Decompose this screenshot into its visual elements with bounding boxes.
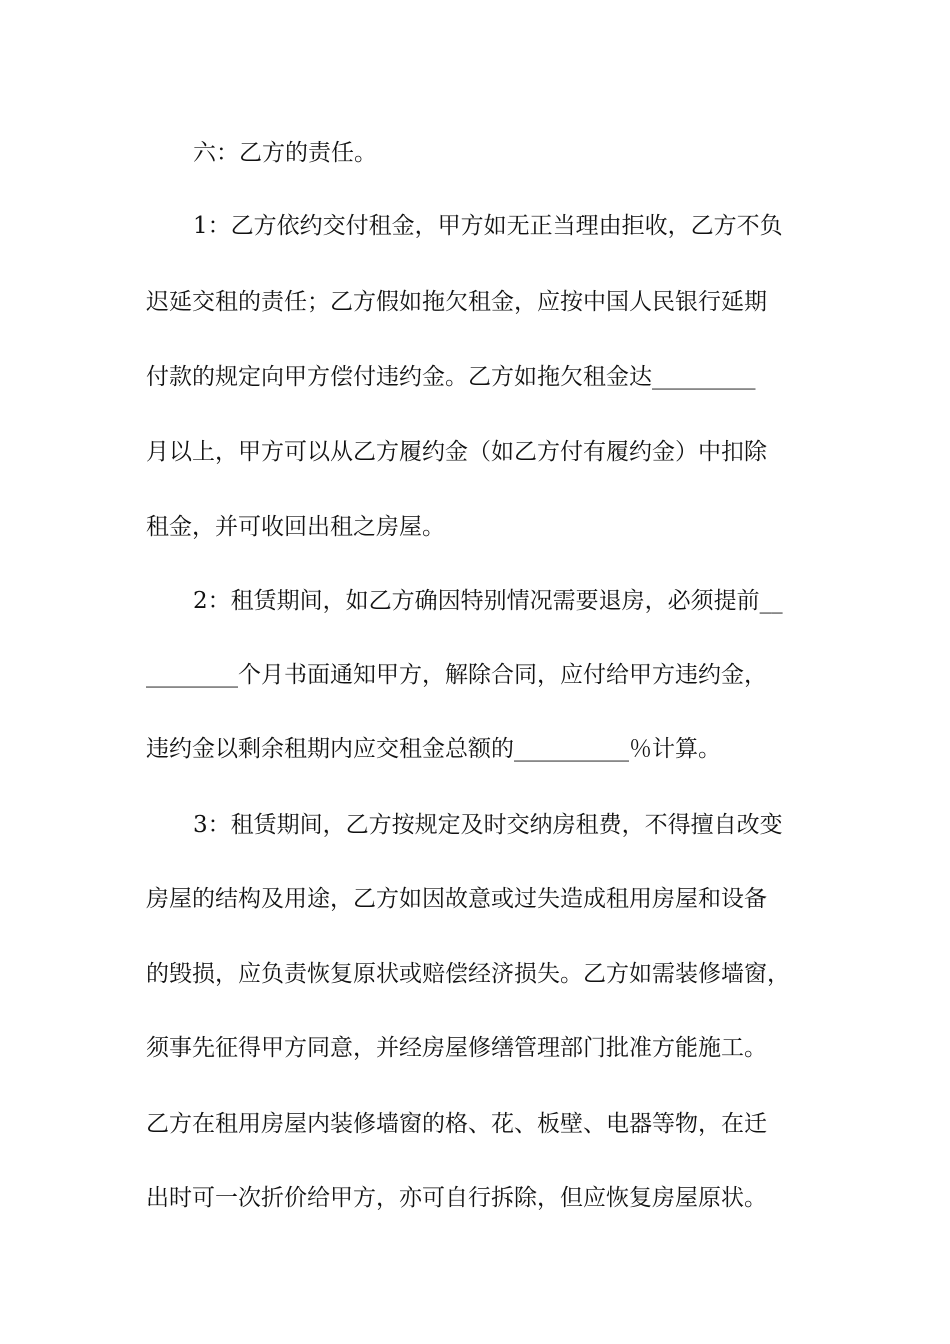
section-heading: 六：乙方的责任。 <box>193 140 377 166</box>
clause-1-line-3: 付款的规定向甲方偿付违约金。乙方如拖欠租金达_________ <box>146 364 756 390</box>
clause-3-line-1: 3：租赁期间，乙方按规定及时交纳房租费，不得擅自改变 <box>193 812 783 838</box>
clause-3-line-3: 的毁损，应负责恢复原状或赔偿经济损失。乙方如需装修墙窗， <box>146 961 790 987</box>
clause-1-line-5: 租金，并可收回出租之房屋。 <box>146 514 445 540</box>
clause-1-line-2: 迟延交租的责任；乙方假如拖欠租金，应按中国人民银行延期 <box>146 289 767 315</box>
clause-1-line-4: 月以上，甲方可以从乙方履约金（如乙方付有履约金）中扣除 <box>146 439 767 465</box>
clause-2-line-3: 违约金以剩余租期内应交租金总额的__________％计算。 <box>146 736 721 762</box>
clause-3-line-5: 乙方在租用房屋内装修墙窗的格、花、板壁、电器等物，在迁 <box>146 1111 767 1137</box>
clause-3-line-4: 须事先征得甲方同意，并经房屋修缮管理部门批准方能施工。 <box>146 1035 767 1061</box>
clause-2-line-1: 2：租赁期间，如乙方确因特别情况需要退房，必须提前__ <box>193 588 783 614</box>
clause-1-line-1: 1：乙方依约交付租金，甲方如无正当理由拒收，乙方不负 <box>193 213 783 239</box>
clause-2-line-2: ________个月书面通知甲方，解除合同，应付给甲方违约金， <box>146 662 767 688</box>
clause-3-line-6: 出时可一次折价给甲方，亦可自行拆除，但应恢复房屋原状。 <box>146 1185 767 1211</box>
clause-3-line-2: 房屋的结构及用途，乙方如因故意或过失造成租用房屋和设备 <box>146 886 767 912</box>
